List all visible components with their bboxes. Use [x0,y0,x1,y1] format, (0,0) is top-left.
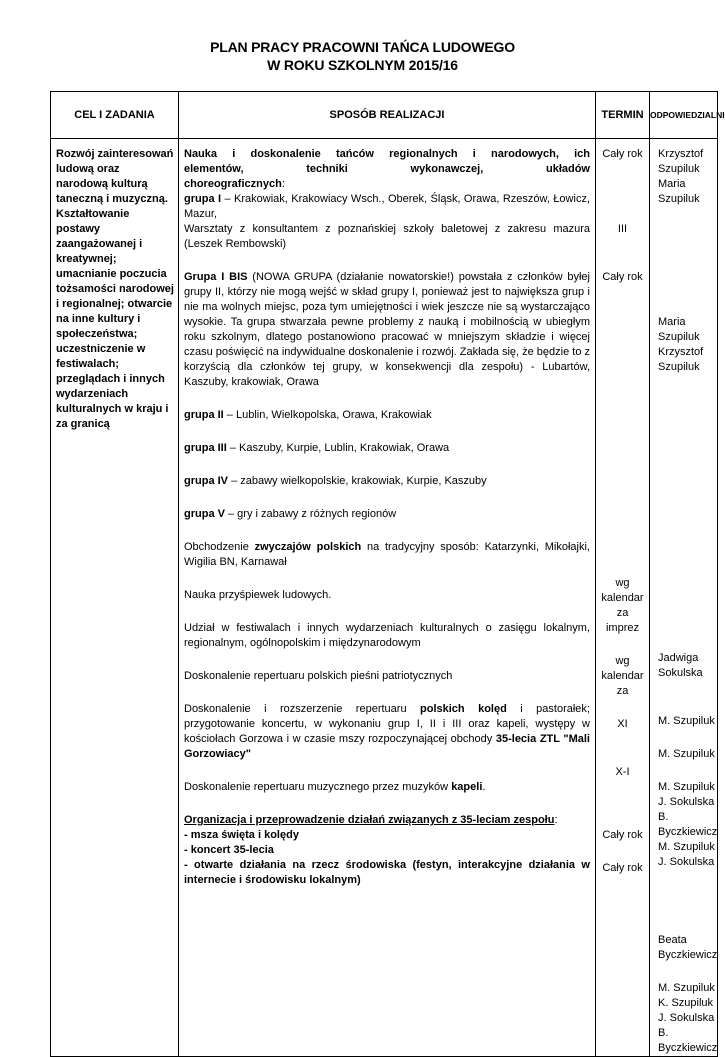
grupa-4-label: grupa IV [184,475,229,487]
header-termin: TERMIN [596,92,650,139]
title-line-1: PLAN PRACY PRACOWNI TAŃCA LUDOWEGO [210,39,515,55]
warsztaty: Warsztaty z konsultantem z poznańskiej szkoły baletowej z zakresu mazura (Leszek Rembowski) [184,223,590,250]
grupa-1-bis-label: Grupa I BIS [184,271,248,283]
grupa-1-text: – Krakowiak, Krakowiacy Wsch., Oberek, Śląsk, Orawa, Rzeszów, Łowicz, Mazur, [184,193,590,220]
odp-2-2: Krzysztof Szupiluk [658,346,704,373]
odp-4: M. Szupiluk [658,715,715,727]
content-row [51,139,718,1057]
termin-cell [596,139,650,1057]
grupa-4 [184,474,590,489]
termin-5-1: wg [615,655,630,667]
odp-9-3: J. Sokulska [658,1012,715,1024]
odp-6-2: J. Sokulska [658,796,715,808]
header-row [51,92,718,139]
odp-2-1: Maria Szupiluk [658,316,700,343]
grupa-5 [184,507,590,522]
nauka-colon: : [281,178,285,190]
odp-3: Jadwiga Sokulska [658,652,703,679]
grupa-1 [184,192,590,222]
kapela-bold: kapeli [451,781,483,793]
header-odpowiedzialni: ODPOWIEDZIALNI [650,92,718,139]
termin-4-4: imprez [605,622,639,634]
zwyczaje: Obchodzenie zwyczajów polskich na tradycyjny sposób: Katarzynki, Mikołajki, Wigilia BN, Karnawał [184,541,590,568]
piesni: Doskonalenie repertuaru polskich pieśni patriotycznych [184,670,453,682]
termin-3: Cały rok [602,271,643,283]
termin-4-2: kalendar [601,592,644,604]
organizacja-item-3: - otwarte działania na rzecz środowiska (festyn, interakcyjne działania w internecie i środowisku lokalnym) [184,859,590,886]
grupa-5-text: – gry i zabawy z różnych regionów [224,508,397,520]
odp-9-4: B. Byczkiewicz [658,1027,718,1054]
plan-table [50,91,725,1057]
termin-4-1: wg [615,577,630,589]
termin-2: III [617,223,628,235]
nauka-line-3 [184,177,590,192]
sposob-cell [179,139,596,1057]
odp-8: Beata Byczkiewicz [658,934,718,961]
nauka-line-3-text: choreograficznych [184,178,282,190]
title-line-2: W ROKU SZKOLNYM 2015/16 [267,57,458,73]
odp-5: M. Szupiluk [658,748,715,760]
termin-5-3: za [616,685,629,697]
odp-6-3: B. Byczkiewicz [658,811,718,838]
grupa-5-label: grupa V [184,508,225,520]
nauka-line-1: Nauka i doskonalenie tańców regionalnych i narodowych, ich [184,148,590,160]
odp-9-2: K. Szupiluk [658,997,714,1009]
grupa-1-bis [184,270,590,390]
organizacja-item-1: - msza święta i kolędy [184,829,299,841]
odpowiedzialni-cell [650,139,718,1057]
grupa-4-text: – zabawy wielkopolskie, krakowiak, Kurpie, Kaszuby [228,475,487,487]
koledy-bold-2: 35-lecia ZTL "Mali Gorzowiacy" [184,733,590,760]
koledy-bold: polskich kolęd [420,703,507,715]
organizacja-item-2: - koncert 35-lecia [184,844,274,856]
grupa-2-text: – Lublin, Wielkopolska, Orawa, Krakowiak [223,409,432,421]
organizacja-head: Organizacja i przeprowadzenie działań związanych z 35-leciam zespołu: [184,814,558,826]
grupa-3 [184,441,590,456]
header-sposob: SPOSÓB REALIZACJI [179,92,596,139]
odp-9-1: M. Szupiluk [658,982,715,994]
grupa-2-label: grupa II [184,409,224,421]
zwyczaje-bold: zwyczajów polskich [254,541,362,553]
odp-7-1: M. Szupiluk [658,841,715,853]
termin-1: Cały rok [602,148,643,160]
termin-7: X-I [615,766,630,778]
festiwale: Udział w festiwalach i innych wydarzeniach kulturalnych o zasięgu lokalnym, regionalnym, ogólnopolskim i międzynarodowym [184,622,590,649]
termin-5-2: kalendar [601,670,644,682]
document-title [0,38,725,74]
odp-1-2: Maria Szupiluk [658,178,700,205]
termin-9: Cały rok [602,862,643,874]
odp-7-2: J. Sokulska [658,856,715,868]
grupa-3-text: – Kaszuby, Kurpie, Lublin, Krakowiak, Orawa [226,442,450,454]
termin-8: Cały rok [602,829,643,841]
nauka-line-2: elementów, techniki wykonawczej, układów [184,163,590,175]
odp-1-1: Krzysztof Szupiluk [658,148,704,175]
termin-4-3: za [616,607,629,619]
odp-6-1: M. Szupiluk [658,781,715,793]
przyspiewki: Nauka przyśpiewek ludowych. [184,589,332,601]
grupa-3-label: grupa III [184,442,227,454]
grupa-1-bis-text: (NOWA GRUPA (działanie nowatorskie!) powstała z członków byłej grupy II, którzy nie mogą wejść w skład grupy I, ponieważ jest to największa grup i nie ma wolnych miejsc, poza tym umiejętności i wiek jeszcze nie są wystarczająco wysokie. Ta grupa stwarzała pewne problemy z nauką i mobilnością w ubiegłym roku szkolnym, dlatego postanowiono pracować w mniejszym składzie i więcej czasu poświęcić na indywidualne doskonalenie i rozwój. Zakłada się, że będzie to z korzyścią dla członków tej grupy, w konsekwencji dla zespołu) - Lubartów, Kaszuby, krakowiak, Orawa [184,271,591,388]
header-cel: CEL I ZADANIA [51,92,179,139]
cel-text: Rozwój zainteresowań ludową oraz narodową kulturą taneczną i muzyczną. Kształtowanie postawy zaangażowanej i kreatywnej; umacnianie poczucia tożsamości narodowej i regionalnej; otwarcie na inne kultury i społeczeństwa; uczestniczenie w festiwalach; przeglądach i innych wydarzeniach kulturalnych w kraju i za granicą [56,148,174,430]
termin-6: XI [617,718,628,730]
cel-cell [51,139,179,1057]
grupa-2 [184,408,590,423]
grupa-1-label: grupa I [184,193,222,205]
koledy: Doskonalenie i rozszerzenie repertuaru polskich kolęd i pastorałek; przygotowanie koncertu, w wykonaniu grup I, II i III oraz kapeli, występy w kościołach Gorzowa i w czasie mszy rozpoczynającej obchody 35-lecia ZTL "Mali Gorzowiacy" [184,703,590,760]
kapela: Doskonalenie repertuaru muzycznego przez muzyków kapeli. [184,781,486,793]
